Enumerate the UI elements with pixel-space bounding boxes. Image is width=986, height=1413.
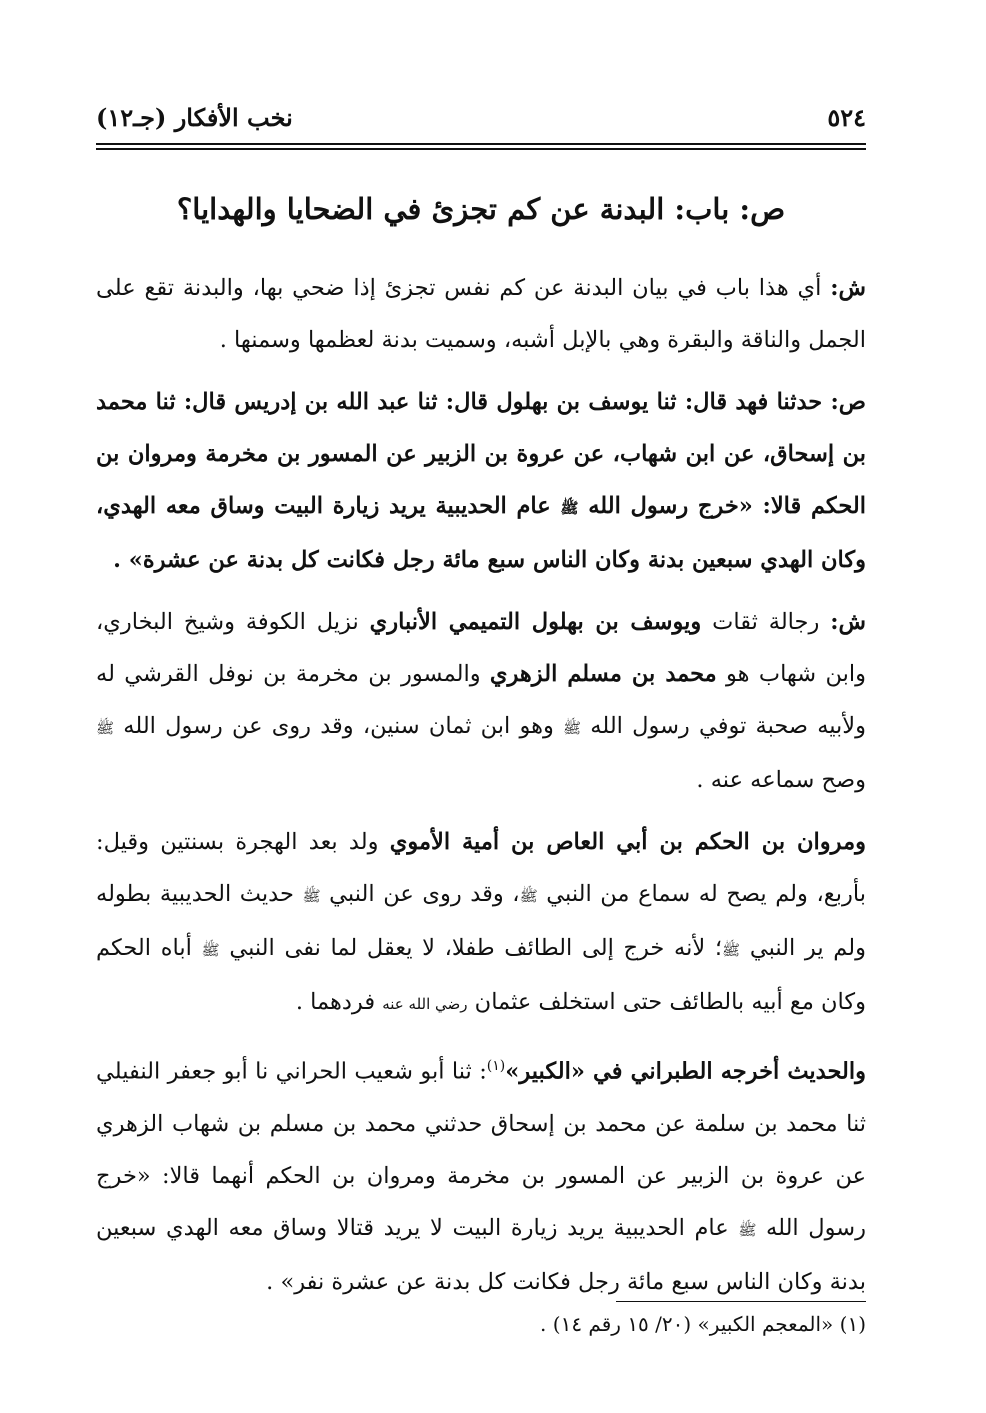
paragraph-marker: ش: bbox=[830, 609, 867, 635]
paragraph-text: فردهما . bbox=[295, 989, 383, 1015]
source-citation: والحديث أخرجه الطبراني في «الكبير» bbox=[505, 1058, 866, 1085]
paragraph-marker: ش: bbox=[830, 275, 866, 301]
paragraph-text: أباه الحكم وكان مع أبيه بالطائف حتى استخلف عثمان bbox=[96, 935, 866, 1015]
header-rule-thin bbox=[96, 148, 866, 150]
paragraph-text: عام الحديبية يريد زيارة البيت لا يريد قتالا وساق معه الهدي سبعين بدنة وكان الناس سبع مائة رجل فكانت كل بدنة عن عشرة نفر» . bbox=[96, 1214, 866, 1295]
honorific-symbol: ﷺ bbox=[738, 1220, 757, 1239]
running-title: نخب الأفكار (جـ١٢) bbox=[96, 102, 293, 132]
paragraph-text: ولد بعد الهجرة بسنتين وقيل: بأربع، ولم يصح له سماع من النبي bbox=[96, 829, 866, 907]
paragraph-marker: ص: bbox=[830, 389, 866, 415]
paragraph-5 bbox=[96, 1040, 866, 1308]
paragraph-text: عام الحديبية يريد زيارة البيت وساق معه الهدي، وكان الهدي سبعين بدنة وكان الناس سبع مائة رجل فكانت كل بدنة عن عشرة» . bbox=[96, 493, 866, 573]
paragraph-text: حديث الحديبية بطوله ولم ير النبي bbox=[96, 881, 866, 961]
page-number: ٥٢٤ bbox=[827, 102, 866, 132]
paragraph-text: وصح سماعه عنه . bbox=[696, 767, 866, 793]
paragraph-text: وهو ابن ثمان سنين، وقد روى عن رسول الله bbox=[114, 713, 563, 739]
paragraph-3 bbox=[96, 596, 866, 806]
footnote: (١) «المعجم الكبير» (٢٠/ ١٥ رقم ١٤) . bbox=[540, 1312, 866, 1336]
honorific-symbol: ﷺ bbox=[302, 887, 321, 905]
honorific-symbol: ﷺ bbox=[560, 499, 579, 517]
narrator-name: محمد بن مسلم الزهري bbox=[489, 661, 717, 687]
narrator-name: ومروان بن الحكم بن أبي العاص بن أمية الأموي bbox=[389, 829, 866, 855]
honorific-symbol: ﷺ bbox=[201, 941, 220, 959]
paragraph-text: ، وقد روى عن النبي bbox=[320, 881, 520, 907]
honorific-symbol: ﷺ bbox=[96, 719, 115, 737]
paragraph-1 bbox=[96, 262, 866, 366]
body-text bbox=[96, 262, 866, 1318]
honorific-symbol: ﷺ bbox=[563, 719, 582, 737]
paragraph-text: أي هذا باب في بيان البدنة عن كم نفس تجزئ إذا ضحي بها، والبدنة تقع على الجمل والناقة والبقرة وهي بالإبل أشبه، وسميت بدنة لعظمها وسمنها . bbox=[96, 275, 866, 353]
narrator-name: ويوسف بن بهلول التميمي الأنباري bbox=[369, 609, 702, 635]
honorific-symbol: رضي الله عنه bbox=[382, 995, 468, 1013]
paragraph-text: ؛ لأنه خرج إلى الطائف طفلا، لا يعقل لما نفى النبي bbox=[219, 935, 723, 961]
honorific-symbol: ﷺ bbox=[519, 887, 538, 905]
paragraph-4 bbox=[96, 816, 866, 1030]
honorific-symbol: ﷺ bbox=[722, 941, 741, 959]
paragraph-text: والمسور بن مخرمة بن نوفل القرشي له ولأبيه صحبة توفي رسول الله bbox=[96, 661, 867, 739]
paragraph-text: رجالة ثقات bbox=[701, 609, 831, 635]
paragraph-text: نزيل الكوفة وشيخ البخاري، وابن شهاب هو bbox=[96, 609, 866, 687]
section-title: ص: باب: البدنة عن كم تجزئ في الضحايا والهدايا؟ bbox=[176, 192, 786, 226]
page-header bbox=[96, 96, 866, 138]
paragraph-text: حدثنا فهد قال: ثنا يوسف بن بهلول قال: ثنا عبد الله بن إدريس قال: ثنا محمد بن إسحاق، عن ابن شهاب، عن عروة بن الزبير عن المسور بن مخرمة ومروان بن الحكم قالا: «خرج رسول الله bbox=[96, 389, 866, 519]
footnote-separator bbox=[616, 1301, 866, 1302]
paragraph-text: : ثنا أبو شعيب الحراني نا أبو جعفر النفيلي ثنا محمد بن سلمة عن محمد بن إسحاق حدثني محمد بن مسلم بن شهاب الزهري عن عروة بن الزبير عن المسور بن مخرمة ومروان بن الحكم أنهما قالا: «خرج رسول الله bbox=[96, 1058, 866, 1241]
footnote-reference[interactable]: (١) bbox=[486, 1058, 506, 1074]
paragraph-2 bbox=[96, 376, 866, 586]
header-rule-thick bbox=[96, 143, 866, 145]
